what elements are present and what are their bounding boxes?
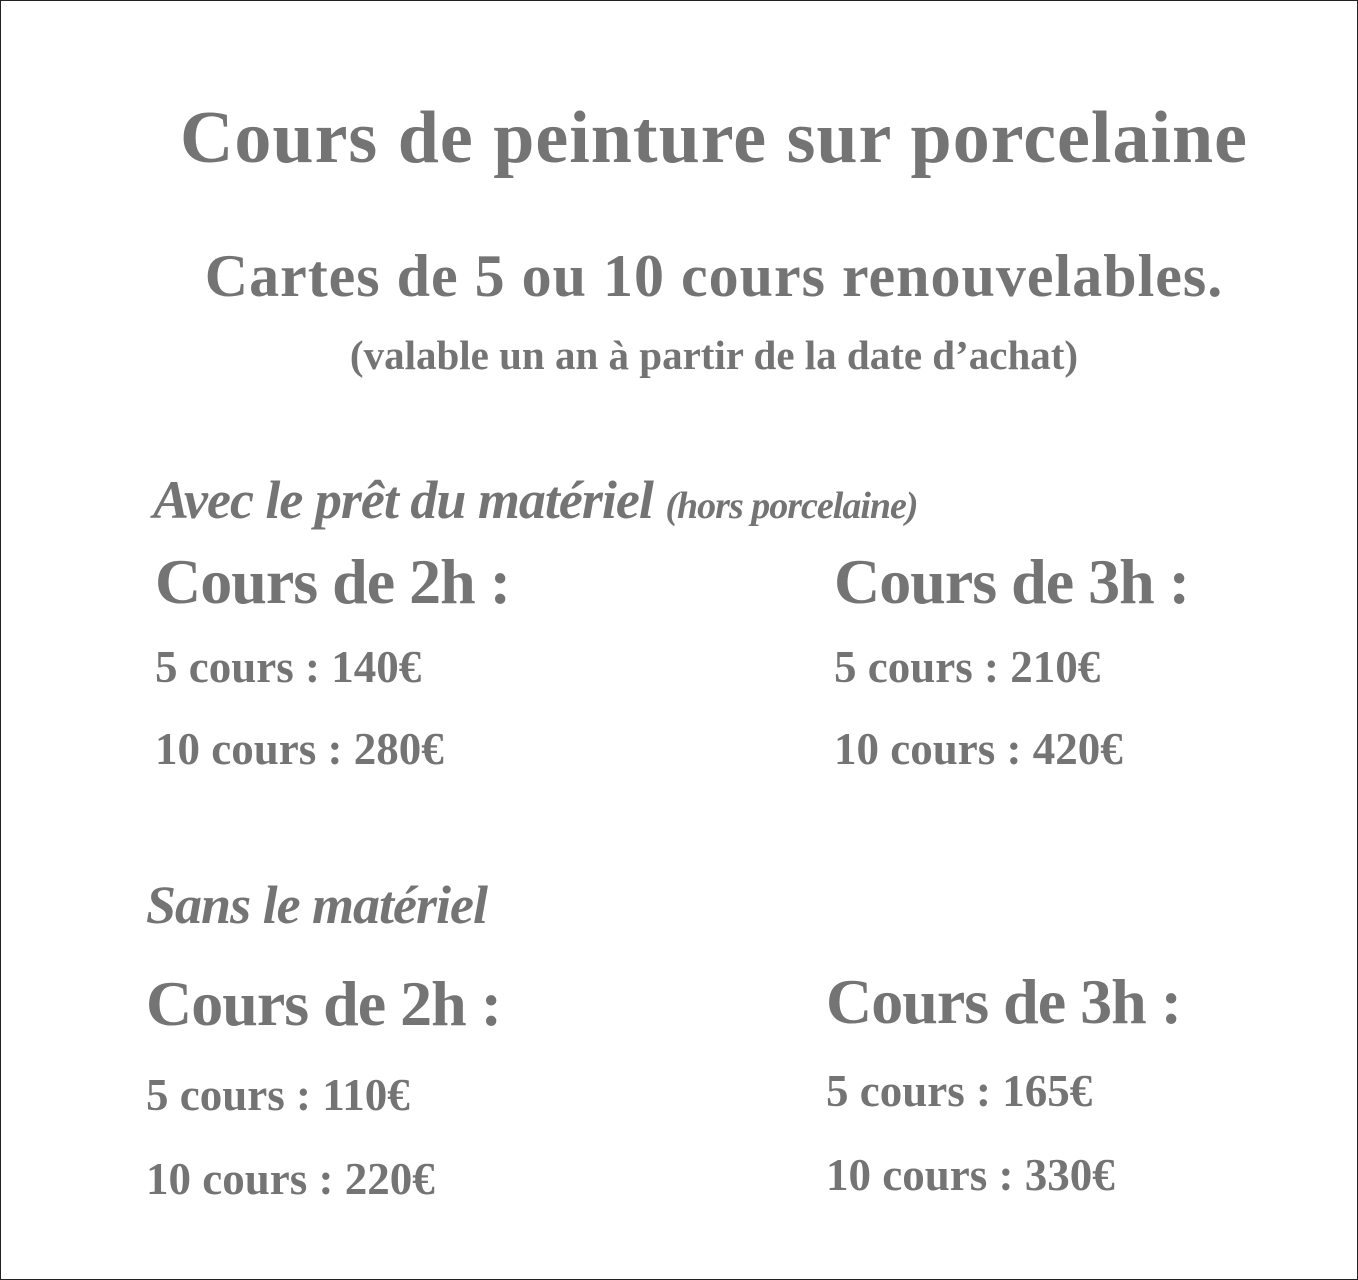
- section-title-text: Avec le prêt du matériel: [153, 470, 653, 530]
- page-title: Cours de peinture sur porcelaine: [179, 97, 1249, 179]
- duration-heading-3h: Cours de 3h :: [826, 966, 1182, 1037]
- price-5-cours: 5 cours : 140€: [155, 642, 422, 692]
- section-with-material-title: [153, 470, 918, 530]
- section-without-material-title: [146, 875, 488, 935]
- section-note: (hors porcelaine): [665, 485, 918, 527]
- price-10-cours: 10 cours : 280€: [155, 724, 444, 774]
- validity-note: (valable un an à partir de la date d’achat): [349, 332, 1079, 378]
- page-subtitle: Cartes de 5 ou 10 cours renouvelables.: [204, 243, 1224, 309]
- section-title-text: Sans le matériel: [146, 875, 488, 935]
- price-5-cours: 5 cours : 110€: [146, 1070, 410, 1120]
- price-10-cours: 10 cours : 330€: [826, 1150, 1115, 1200]
- price-5-cours: 5 cours : 210€: [834, 642, 1101, 692]
- duration-heading-3h: Cours de 3h :: [834, 546, 1190, 617]
- price-10-cours: 10 cours : 420€: [834, 724, 1123, 774]
- duration-heading-2h: Cours de 2h :: [146, 968, 502, 1039]
- price-5-cours: 5 cours : 165€: [826, 1066, 1093, 1116]
- duration-heading-2h: Cours de 2h :: [155, 546, 511, 617]
- price-10-cours: 10 cours : 220€: [146, 1154, 435, 1204]
